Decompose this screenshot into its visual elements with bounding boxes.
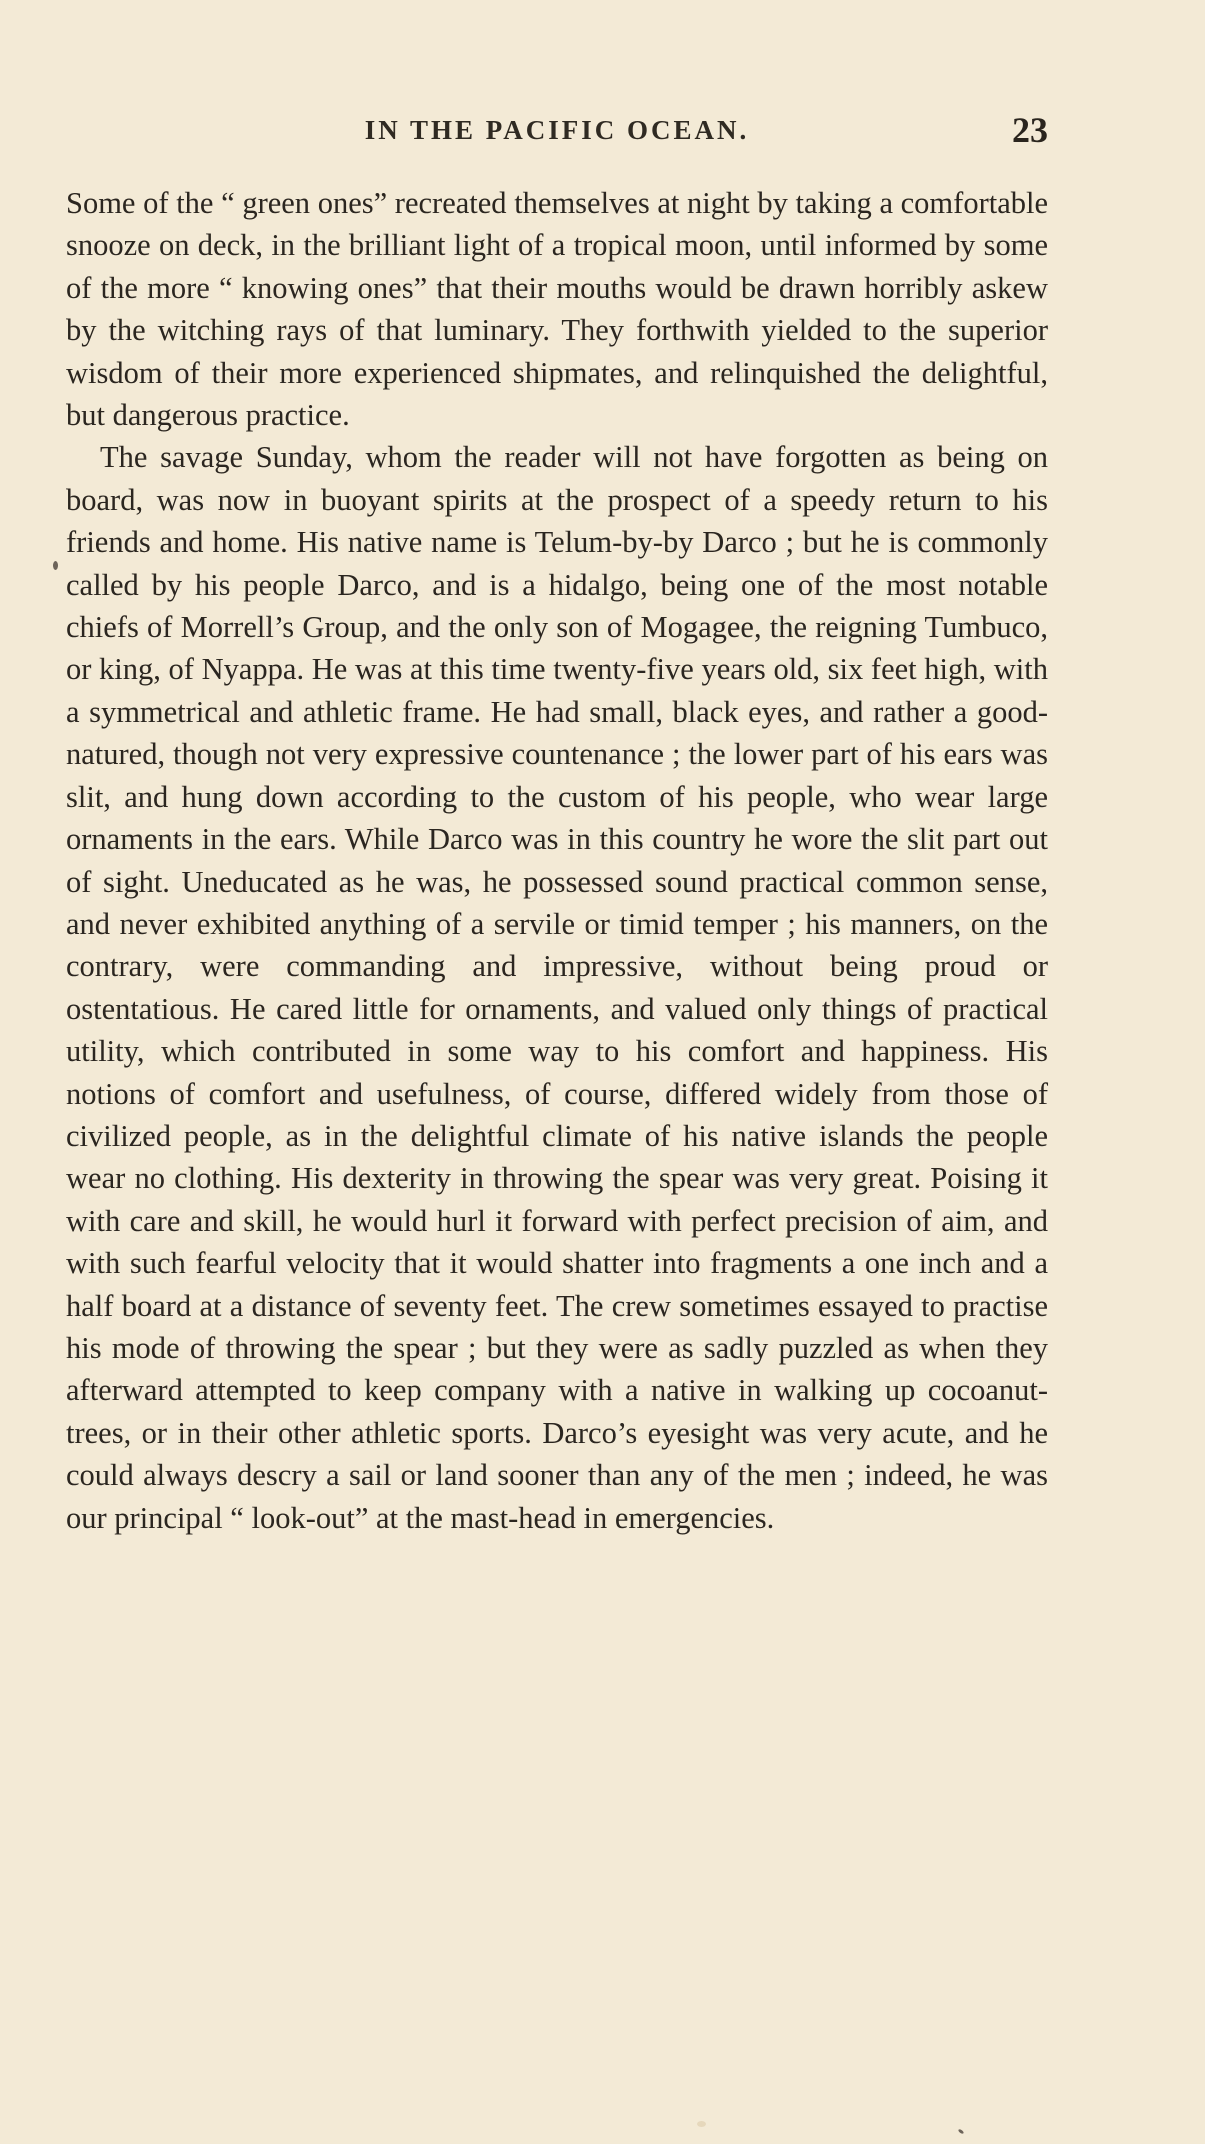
page-number: 23: [1012, 110, 1048, 150]
paragraph-1: Some of the “ green ones” recreated themselves at night by taking a comfortable snooze on deck, in the brilliant light of a tropical moon, until informed by some of the more “ knowing ones” that their mouths would be drawn horribly askew by the witching rays of that luminary. They forthwith yielded to the superior wisdom of their more experienced shipmates, and relinquished the delightful, but dangerous practice.: [66, 186, 1048, 433]
ink-speck-mark: [53, 561, 58, 570]
paragraph-2: The savage Sunday, whom the reader will not have forgotten as being on board, was now in buoyant spirits at the prospect of a speedy return to his friends and home. His native name is Telum-by-by Darco ; but he is commonly called by his people Darco, and is a hidalgo, being one of the most notable chiefs of Morrell’s Group, and the only son of Mogagee, the reigning Tumbuco, or king, of Nyappa. He was at this time twenty-five years old, six feet high, with a symmetrical and athletic frame. He had small, black eyes, and rather a good-natured, though not very expressive countenance ; the lower part of his ears was slit, and hung down according to the custom of his people, who wear large ornaments in the ears. While Darco was in this country he wore the slit part out of sight. Uneducated as he was, he possessed sound practical common sense, and never exhibited anything of a servile or timid temper ; his manners, on the contrary, were commanding and impressive, without being proud or ostentatious. He cared little for ornaments, and valued only things of practical utility, which contributed in some way to his comfort and happiness. His notions of comfort and usefulness, of course, differed widely from those of civilized people, as in the delightful climate of his native islands the people wear no clothing. His dexterity in throwing the spear was very great. Poising it with care and skill, he would hurl it forward with perfect precision of aim, and with such fearful velocity that it would shatter into fragments a one inch and a half board at a distance of seventy feet. The crew sometimes essayed to practise his mode of throwing the spear ; but they were as sadly puzzled as when they afterward attempted to keep company with a native in walking up cocoanut-trees, or in their other athletic sports. Darco’s eyesight was very acute, and he could always descry a sail or land sooner than any of the men ; indeed, he was our principal “ look-out” at the mast-head in emergencies.: [66, 440, 1048, 1535]
running-head: IN THE PACIFIC OCEAN.: [364, 115, 750, 145]
paper-stain-mark: [697, 2121, 706, 2127]
ink-speck-mark: [958, 2129, 965, 2135]
body-text: [66, 182, 1048, 1539]
page-header: [66, 108, 1048, 152]
